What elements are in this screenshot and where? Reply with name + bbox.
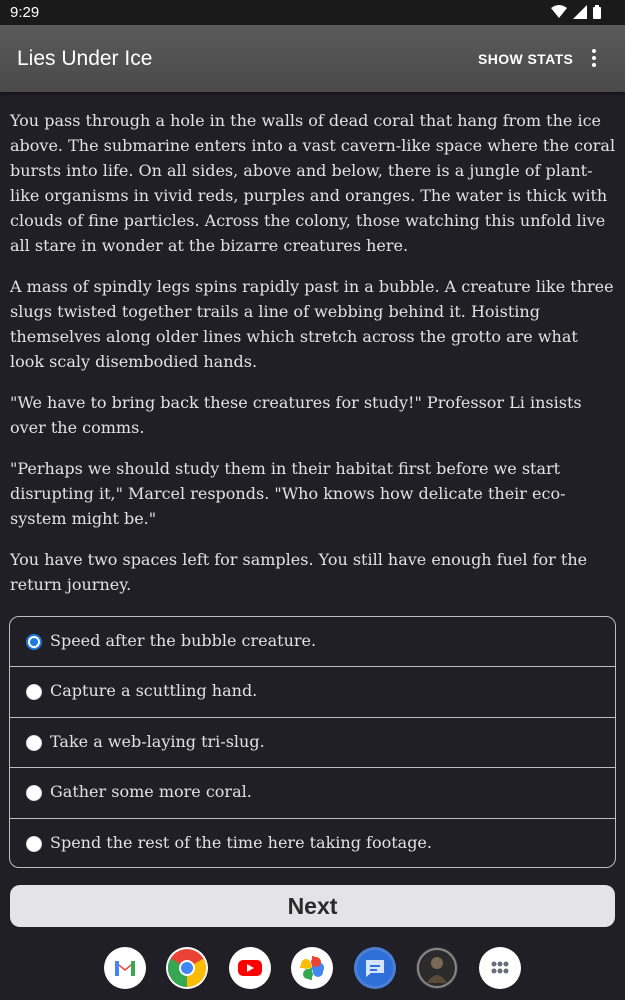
choice-list [9, 616, 616, 868]
choice-label: Gather some more coral. [50, 782, 252, 802]
radio-button[interactable] [26, 836, 42, 852]
show-stats-button[interactable]: SHOW STATS [478, 51, 574, 67]
choice-option[interactable] [10, 718, 615, 768]
app-bar [0, 25, 625, 92]
radio-button[interactable] [26, 684, 42, 700]
messages-icon[interactable] [354, 947, 396, 989]
story-text [10, 108, 616, 613]
story-paragraph: "We have to bring back these creatures for study!" Professor Li insists over the comms. [10, 393, 582, 437]
choice-option[interactable] [10, 617, 615, 667]
story-paragraph: "Perhaps we should study them in their habitat first before we start disrupting it," Marcel responds. "Who knows how delicate their eco-system might be." [10, 459, 566, 528]
app-title: Lies Under Ice [17, 47, 153, 70]
choice-label: Capture a scuttling hand. [50, 681, 258, 701]
choice-option[interactable] [10, 667, 615, 717]
battery-icon [593, 5, 601, 19]
app-dock [0, 942, 625, 1000]
choice-label: Speed after the bubble creature. [50, 631, 317, 650]
next-button[interactable]: Next [10, 885, 615, 927]
story-paragraph: You have two spaces left for samples. You still have enough fuel for the return journey. [10, 550, 588, 594]
chrome-icon[interactable] [166, 947, 208, 989]
radio-button[interactable] [26, 634, 42, 650]
status-time: 9:29 [10, 4, 40, 21]
wifi-icon [551, 5, 567, 19]
cell-signal-icon [573, 5, 587, 19]
choice-label: Spend the rest of the time here taking footage. [50, 832, 432, 852]
choice-label: Take a web-laying tri-slug. [50, 731, 265, 751]
overflow-menu-icon[interactable] [584, 47, 604, 71]
status-bar [0, 0, 625, 25]
youtube-icon[interactable] [229, 947, 271, 989]
choice-option[interactable] [10, 768, 615, 818]
app-drawer-icon[interactable] [479, 947, 521, 989]
story-paragraph: You pass through a hole in the walls of dead coral that hang from the ice above. The submarine enters into a vast cavern-like space where the coral bursts into life. On all sides, above and below, there is a jungle of plant-like organisms in vivid reds, purples and oranges. The water is thick with clouds of fine particles. Across the colony, those watching this unfold live all stare in wonder at the bizarre creatures here. [10, 111, 616, 255]
story-paragraph: A mass of spindly legs spins rapidly past in a bubble. A creature like three slugs twisted together trails a line of webbing behind it. Hoisting themselves along older lines which stretch across the grotto are what look scaly disembodied hands. [10, 277, 614, 371]
choice-option[interactable] [10, 819, 615, 868]
radio-button[interactable] [26, 785, 42, 801]
avatar-app-icon[interactable] [416, 947, 458, 989]
radio-button[interactable] [26, 735, 42, 751]
status-icons [551, 5, 601, 19]
gmail-icon[interactable] [104, 947, 146, 989]
photos-icon[interactable] [291, 947, 333, 989]
